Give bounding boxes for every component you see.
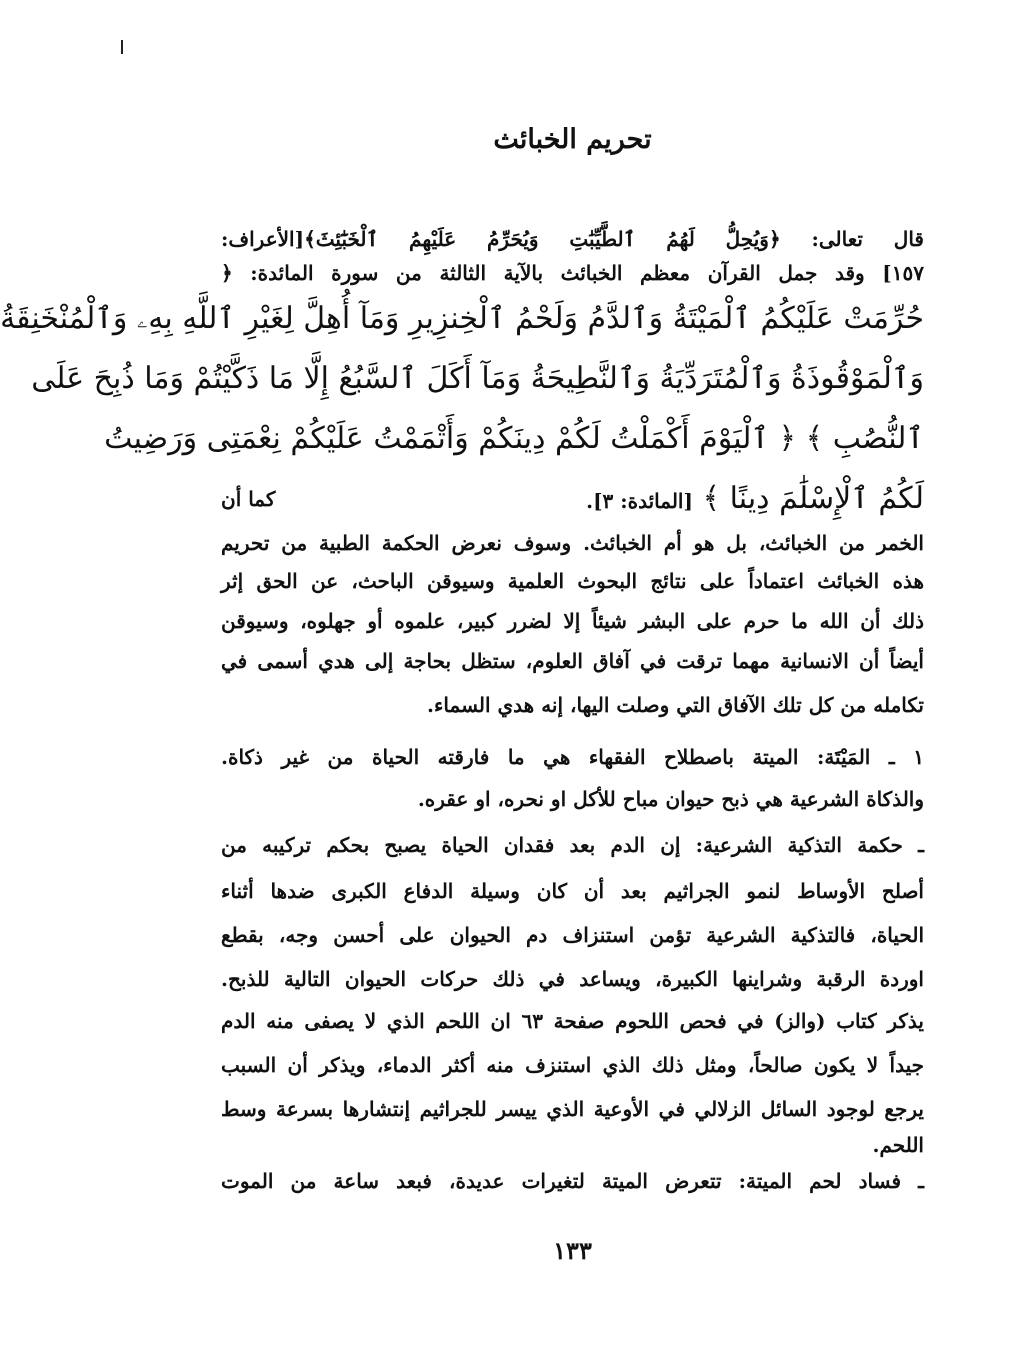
wisdom-line-1: ـ حكمة التذكية الشرعية: إن الدم بعد فقدان الحياة يصبح بحكم تركيبه من: [221, 833, 924, 857]
quran-verse-line-1: حُرِّمَتْ عَلَيْكُمُ ٱلْمَيْتَةُ وَٱلدَّمُ وَلَحْمُ ٱلْخِنزِيرِ وَمَآ أُهِلَّ لِغَيْرِ ٱللَّهِ بِهِۦ وَٱلْمُنْخَنِقَةُ: [0, 301, 924, 336]
wisdom-line-4: اوردة الرقبة وشراينها الكبيرة، ويساعد في ذلك حركات الحيوان التالية للذبح.: [221, 967, 924, 991]
wisdom-line-3: الحياة، فالتذكية الشرعية تؤمن استنزاف دم الحيوان على أحسن وجه، بقطع: [221, 923, 924, 947]
paragraph-start-fragment: كما أن: [221, 487, 276, 511]
paragraph-1-line-5: تكامله من كل تلك الآفاق التي وصلت اليها، إنه هدي السماء.: [427, 693, 924, 717]
page-edge-mark: [121, 40, 123, 54]
paragraph-1-line-1: الخمر من الخبائث، بل هو أم الخبائث. وسوف نعرض الحكمة الطبية من تحريم: [221, 531, 924, 555]
wisdom-line-7: يرجع لوجود السائل الزلالي في الأوعية الذي ييسر للجراثيم إنتشارها بسرعة وسط: [221, 1097, 924, 1121]
wisdom-line-2: أصلح الأوساط لنمو الجراثيم بعد أن كان وسيلة الدفاع الكبرى ضدها أثناء: [221, 879, 924, 903]
section-1-line-1: ١ ـ المَيْتَة: الميتة باصطلاح الفقهاء هي ما فارقته الحياة من غير ذكاة.: [221, 745, 924, 769]
quran-verse-line-2: وَٱلْمَوْقُوذَةُ وَٱلْمُتَرَدِّيَةُ وَٱلنَّطِيحَةُ وَمَآ أَكَلَ ٱلسَّبُعُ إِلَّا مَا ذَكَّيْتُمْ وَمَا ذُبِحَ عَلَى: [31, 361, 924, 396]
intro-line-2: ١٥٧] وقد جمل القرآن معظم الخبائث بالآية الثالثة من سورة المائدة: ﴿: [221, 261, 924, 285]
paragraph-1-line-2: هذه الخبائث اعتماداً على نتائج البحوث العلمية وسيوقن الباحث، عن الحق إثر: [221, 569, 924, 593]
quran-verse-ending: لَكُمُ ٱلْإِسْلَٰمَ دِينًا ﴾: [702, 481, 924, 516]
paragraph-1-line-3: ذلك أن الله ما حرم على البشر شيئاً إلا لضرر كبير، علموه أو جهلوه، وسيوقن: [221, 609, 924, 633]
quran-verse-line-3: ٱلنُّصُبِ ﴾ ﴿ ٱلْيَوْمَ أَكْمَلْتُ لَكُمْ دِينَكُمْ وَأَتْمَمْتُ عَلَيْكُمْ نِعْمَتِى وَرَضِيتُ: [104, 421, 924, 456]
paragraph-1-line-4: أيضاً أن الانسانية مهما ترقت في آفاق العلوم، ستظل بحاجة إلى هدي أسمى في: [221, 649, 924, 673]
section-1-line-2: والذكاة الشرعية هي ذبح حيوان مباح للأكل او نحره، او عقره.: [417, 787, 924, 811]
verse-reference: [المائدة: ٣].: [586, 489, 693, 513]
quran-verse-line-4: [484, 476, 924, 524]
chapter-title: تحريم الخبائث: [493, 124, 652, 155]
corruption-line-1: ـ فساد لحم الميتة: تتعرض الميتة لتغيرات عديدة، فبعد ساعة من الموت: [221, 1169, 924, 1193]
wisdom-line-6: جيداً لا يكون صالحاً، ومثل ذلك الذي استنزف منه أكثر الدماء، ويذكر أن السبب: [221, 1053, 924, 1077]
page-number: ١٣٣: [553, 1236, 592, 1265]
wisdom-line-5: يذكر كتاب (والز) في فحص اللحوم صفحة ٦٣ ان اللحم الذي لا يصفى منه الدم: [221, 1009, 924, 1033]
intro-line-1: قال تعالى: ﴿وَيُحِلُّ لَهُمُ ٱلطَّيِّبَٰتِ وَيُحَرِّمُ عَلَيْهِمُ ٱلْخَبَٰٓئِثَ﴾[الأعراف:: [221, 227, 924, 251]
wisdom-line-8: اللحم.: [872, 1133, 924, 1157]
